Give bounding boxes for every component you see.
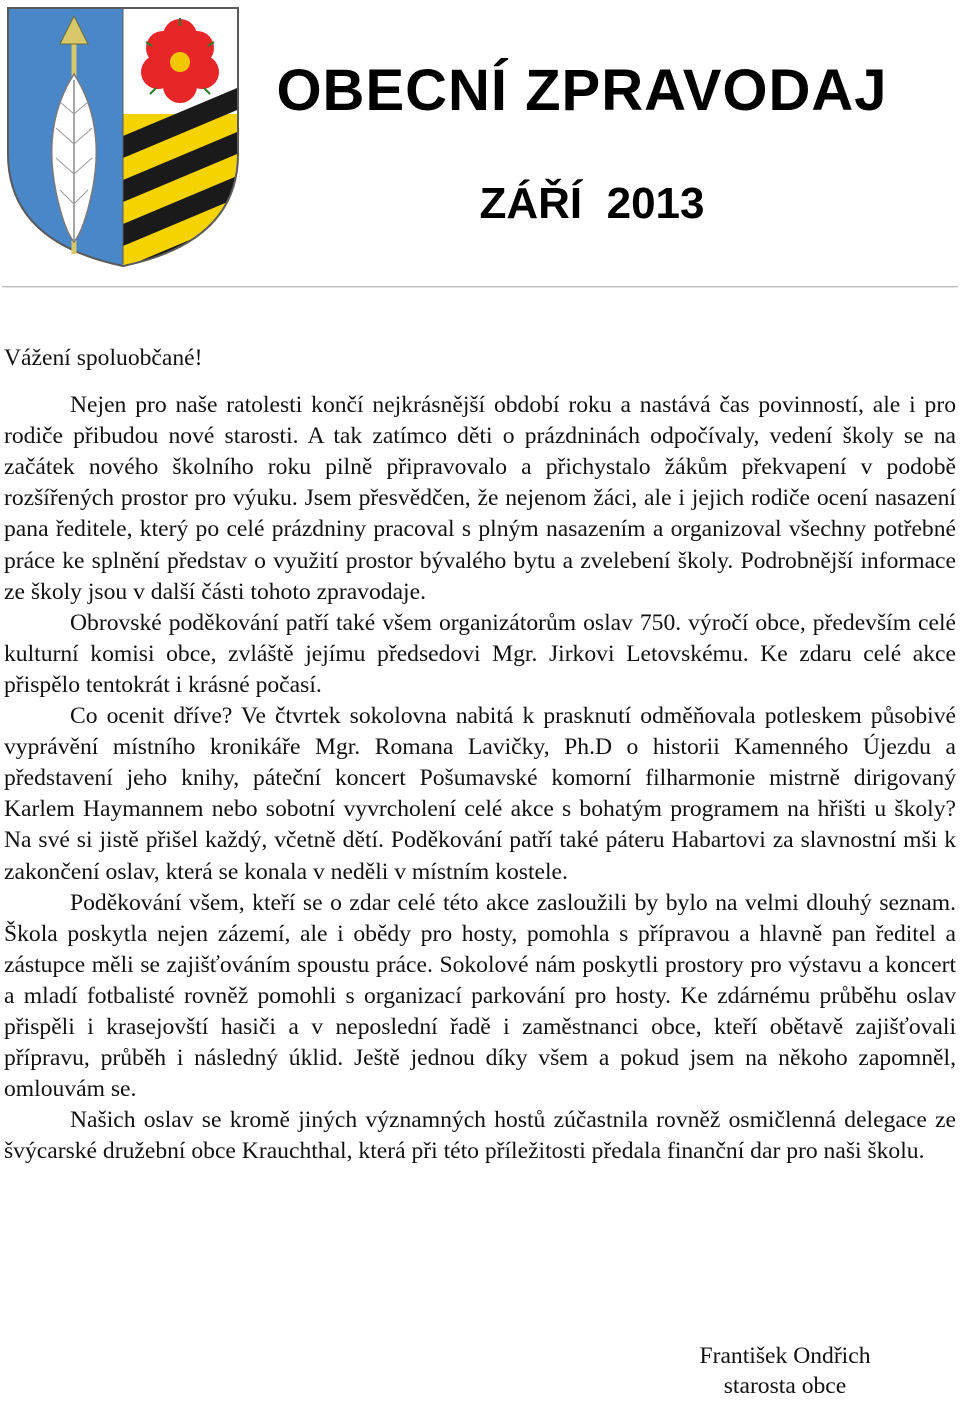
signature-role: starosta obce — [723, 1373, 847, 1399]
letter-paragraph: Obrovské poděkování patří také všem organizátorům oslav 750. výročí obce, především celé kulturní komisi obce, zvláště jejímu předsedovi Mgr. Jirkovi Letovskému. Ke zdaru celé akce přispělo tentokrát i krásné počasí. — [4, 609, 956, 698]
signature-block — [660, 1341, 910, 1401]
letter-body — [4, 343, 956, 1167]
municipal-coat-of-arms — [4, 4, 242, 268]
header-divider — [2, 286, 958, 288]
letter-paragraph: Poděkování všem, kteří se o zdar celé této akce zasloužili by bylo na velmi dlouhý seznam. Škola poskytla nejen zázemí, ale i obědy pro hosty, pomohla s přípravou a hlavně pan ředitel a zástupce měli se zajišťováním spoustu práce. Sokolové nám poskytli prostory pro výstavu a koncert a mladí fotbalisté rovněž pomohli s organizací parkování pro hosty. Ke zdárnému průběhu oslav přispěli i krasejovští hasiči a v neposlední řadě i zaměstnanci obce, kteří obětavě zajišťovali přípravu, průběh i následný úklid. Ještě jednou díky všem a pokud jsem na někoho zapomněl, omlouvám se. — [4, 889, 956, 1103]
letter-paragraph: Našich oslav se kromě jiných významných hostů zúčastnila rovněž osmičlenná delegace ze švýcarské družební obce Krauchthal, která při této příležitosti předala finanční dar pro naši školu. — [4, 1107, 956, 1165]
letter-paragraph: Co ocenit dříve? Ve čtvrtek sokolovna nabitá k prasknutí odměňovala potleskem působivé vyprávění místního kronikáře Mgr. Romana Lavičky, Ph.D o historii Kamenného Újezdu a představení jeho knihy, páteční koncert Pošumavské komorní filharmonie mistrně dirigovaný Karlem Haymannem nebo sobotní vyvrcholení celé akce s bohatým programem na hřišti u školy? Na své si jistě přišel každý, včetně dětí. Poděkování patří také páteru Habartovi za slavnostní mši k zakončení oslav, která se konala v neděli v místním kostele. — [4, 703, 956, 885]
newsletter-title: OBECNÍ ZPRAVODAJ — [276, 58, 888, 123]
letter-greeting: Vážení spoluobčané! — [4, 345, 203, 371]
letter-paragraph: Nejen pro naše ratolesti končí nejkrásnější období roku a nastává čas povinností, ale i pro rodiče přibudou nové starosti. A tak zatímco děti o prázdninách odpočívaly, vedení školy se na začátek nového školního roku pilně připravovalo a přichystalo žákům překvapení v podobě rozšířených prostor pro výuku. Jsem přesvědčen, že nejenom žáci, ale i jejich rodiče ocení nasazení pana ředitele, který po celé prázdniny pracoval s plným nasazením a organizoval všechny potřebné práce ke splnění představ o využití prostor bývalého bytu a zvelebení školy. Podrobnější informace ze školy jsou v další části tohoto zpravodaje. — [4, 392, 956, 605]
signature-name: František Ondřich — [699, 1343, 871, 1369]
issue-date: ZÁŘÍ 2013 — [479, 179, 705, 228]
